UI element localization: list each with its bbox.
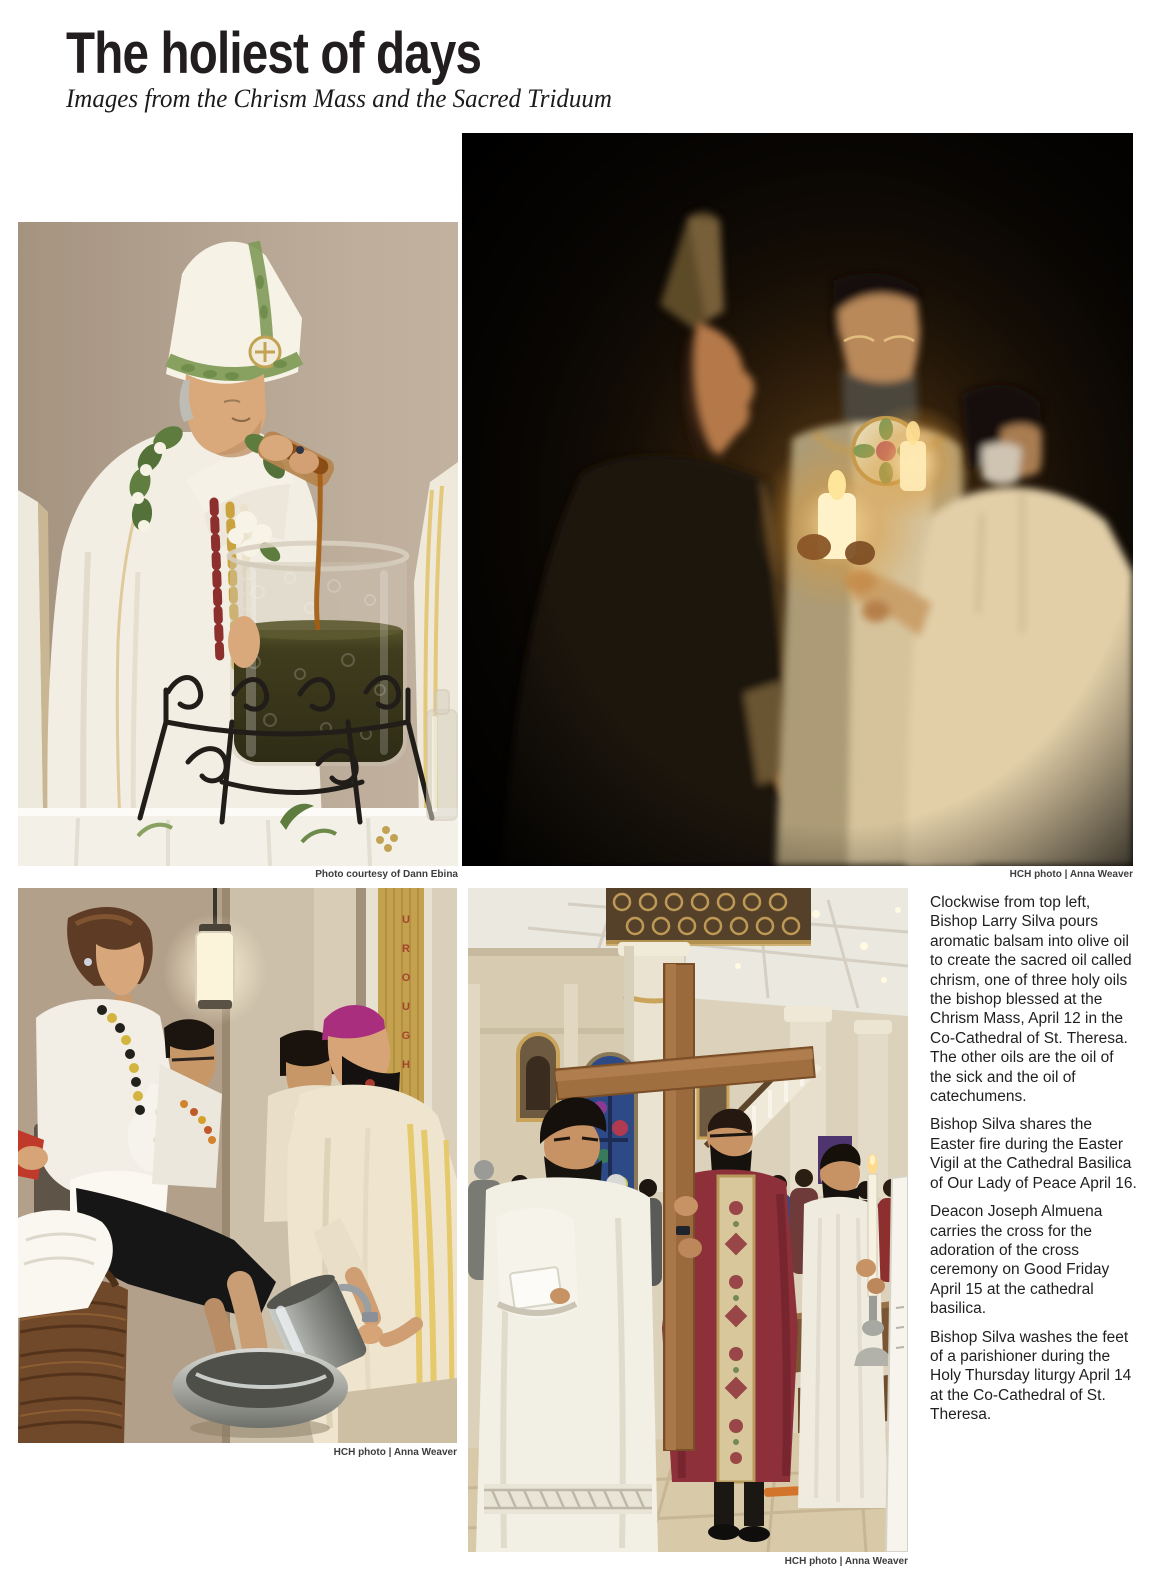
mosaic-inscription: UROUGH: [400, 914, 412, 1088]
caption-paragraph-chrism: Clockwise from top left, Bishop Larry Silva pours aromatic balsam into olive oil to create the sacred oil called chrism, one of three holy oils the bishop blessed at the Chrism Mass, April 12 in the Co-Cathedral of St. Theresa. The other oils are the oil of the sick and the oil of catechumens.: [930, 894, 1132, 1106]
photo-foot-washing: [18, 888, 457, 1443]
photo-credit-easter-vigil: HCH photo | Anna Weaver: [1009, 869, 1133, 880]
wicker-basket: [18, 1210, 128, 1443]
page-subtitle: Images from the Chrism Mass and the Sacred Triduum: [66, 84, 612, 113]
altar-cloth: [18, 804, 458, 866]
photo-credit-chrism: Photo courtesy of Dann Ebina: [315, 869, 458, 880]
page-title: The holiest of days: [66, 21, 482, 86]
caption-paragraph-cross: Deacon Joseph Almuena carries the cross for the adoration of the cross ceremony on Good Friday April 15 at the cathedral basilica.: [930, 1203, 1110, 1318]
photo-chrism-pouring: [18, 222, 458, 866]
photo-credit-foot-washing: HCH photo | Anna Weaver: [333, 1447, 457, 1458]
chrism-pouring-illustration: [18, 222, 458, 866]
caption-paragraph-foot-washing: Bishop Silva washes the feet of a parishioner during the Holy Thursday liturgy April 14 at the Co-Cathedral of St. Theresa.: [930, 1328, 1132, 1424]
caption-paragraph-easter-vigil: Bishop Silva shares the Easter fire during the Easter Vigil at the Cathedral Basilica of Our Lady of Peace April 16.: [930, 1116, 1137, 1192]
photo-easter-vigil-candles: [462, 133, 1133, 866]
photo-cross-procession: [468, 888, 908, 1552]
caption-column: [930, 893, 1137, 1434]
glass-cruet: [427, 690, 457, 820]
cross-procession-illustration: [468, 888, 908, 1552]
photo-credit-cross-procession: HCH photo | Anna Weaver: [784, 1556, 908, 1567]
foot-washing-illustration: [18, 888, 457, 1443]
easter-vigil-illustration: [462, 133, 1133, 866]
wash-basin: [172, 1348, 348, 1438]
